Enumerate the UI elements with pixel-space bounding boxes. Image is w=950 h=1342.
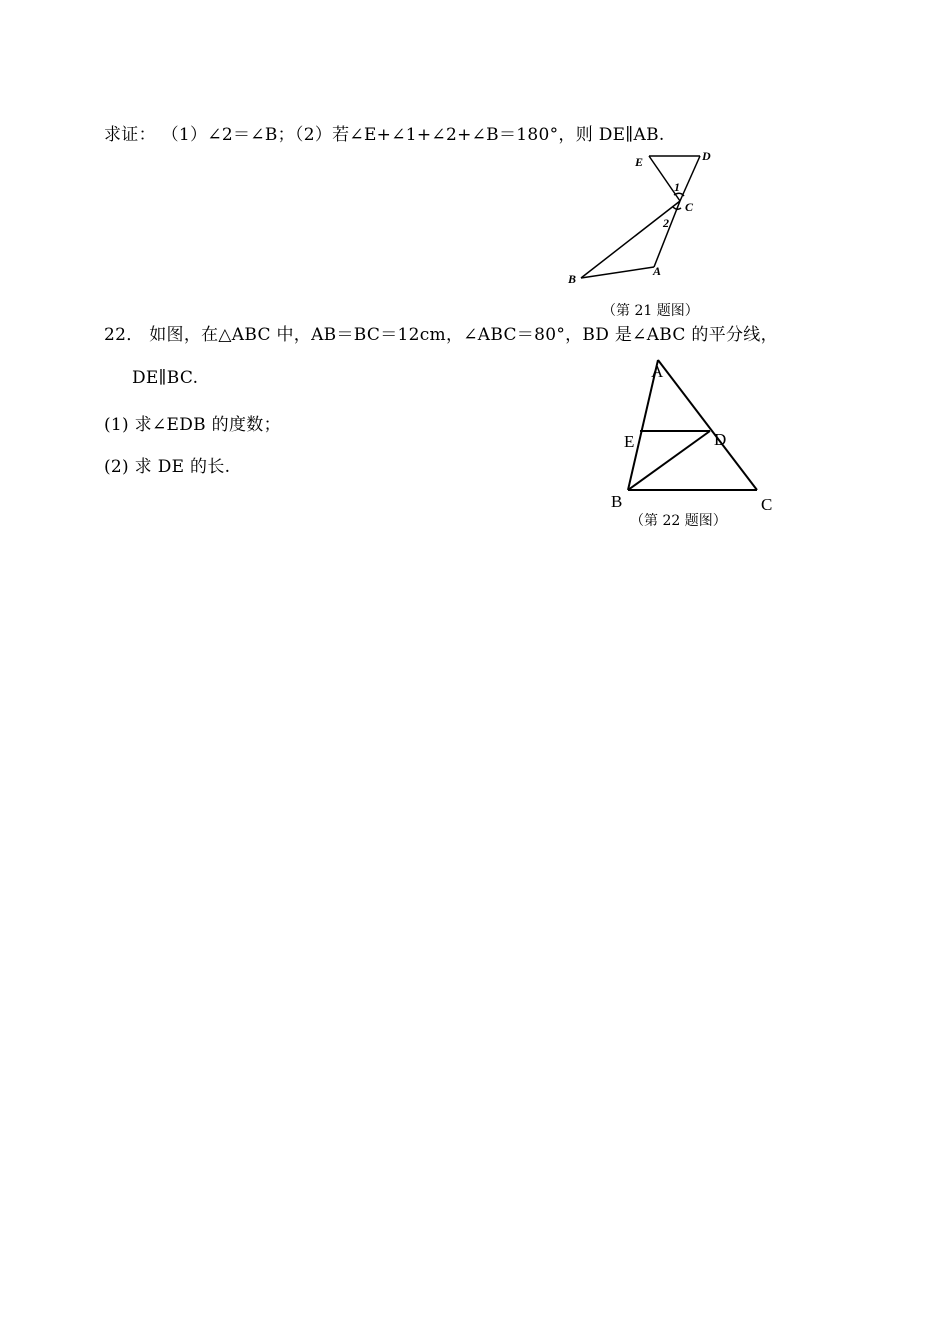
figure-21 — [560, 145, 720, 295]
label-E: E — [635, 155, 644, 169]
label-A: A — [651, 362, 664, 381]
label-B: B — [568, 272, 577, 286]
label-C: C — [761, 495, 773, 514]
q22-part-2: (2) 求 DE 的长. — [104, 457, 231, 477]
label-A: A — [653, 264, 662, 278]
label-C: C — [685, 200, 694, 214]
label-D: D — [702, 149, 711, 163]
label-D: D — [714, 430, 727, 449]
q21-prove-text: 求证： （1）∠2＝∠B；（2）若∠E+∠1+∠2+∠B＝180°，则 DE∥AB. — [104, 125, 665, 145]
q21-figure-caption: （第 21 题图） — [602, 303, 699, 319]
segment-AC — [658, 360, 757, 490]
figure-22 — [600, 355, 790, 520]
q22-part-1: (1) 求∠EDB 的度数； — [104, 415, 281, 435]
q22-stem-continued: DE∥BC. — [132, 368, 199, 388]
label-angle-1: 1 — [674, 180, 680, 194]
label-E: E — [624, 432, 635, 451]
q22-figure-caption: （第 22 题图） — [630, 513, 727, 529]
label-B: B — [611, 492, 623, 511]
q22-stem: 22． 如图，在△ABC 中，AB＝BC＝12cm，∠ABC＝80°，BD 是∠ABC 的平分线， — [104, 325, 778, 345]
label-angle-2: 2 — [663, 216, 669, 230]
